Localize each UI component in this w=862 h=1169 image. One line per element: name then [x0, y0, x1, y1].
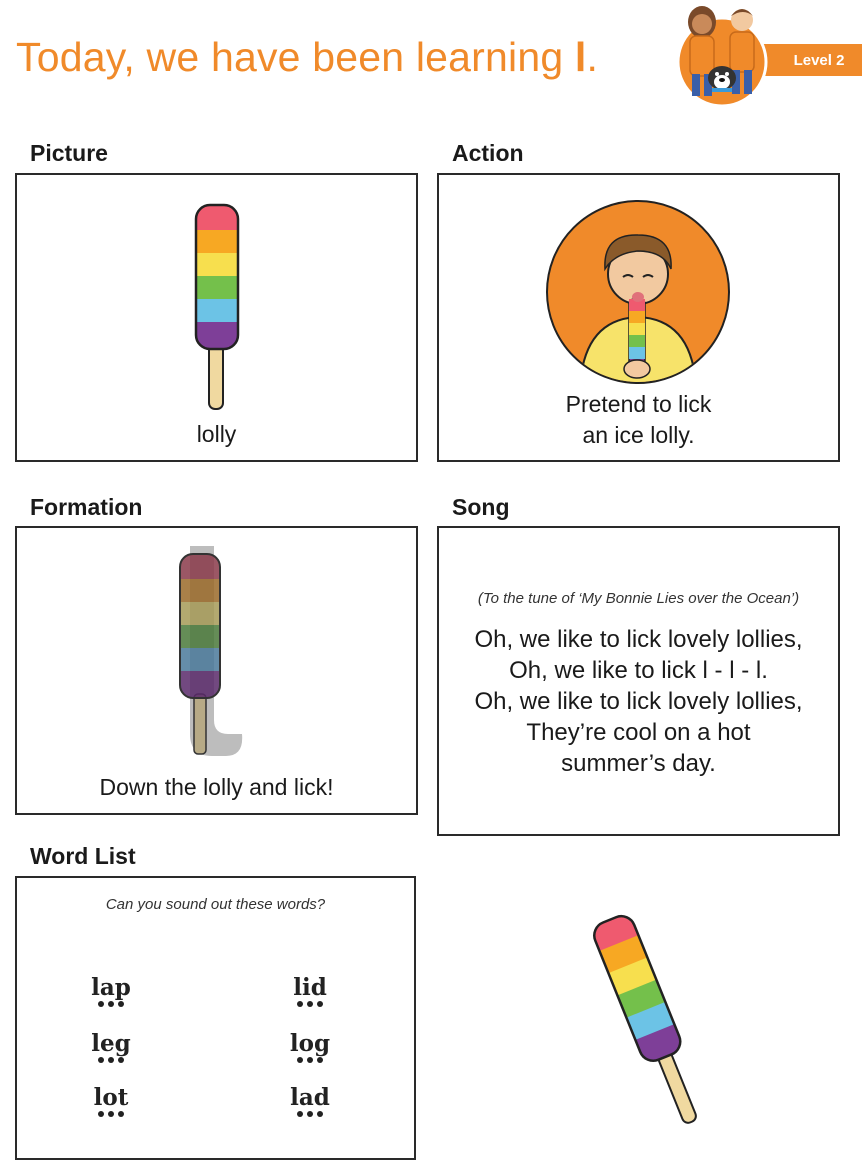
level-badge	[762, 44, 862, 76]
formation-label: Formation	[30, 494, 143, 520]
sound-dots	[81, 1110, 141, 1119]
word-text: lap	[91, 974, 131, 1001]
title-letter: l	[574, 34, 587, 80]
word-text: lot	[93, 1084, 129, 1111]
song-box	[437, 526, 840, 836]
word-item	[280, 1086, 340, 1119]
word-item	[81, 976, 141, 1009]
title-period: .	[586, 34, 599, 80]
word-item	[280, 1032, 340, 1065]
word-text: lad	[290, 1084, 330, 1111]
word-list-prompt: Can you sound out these words?	[105, 896, 326, 913]
picture-box	[15, 173, 418, 462]
song-tune-note: (To the tune of ‘My Bonnie Lies over the Ocean’)	[477, 590, 800, 607]
word-text: leg	[91, 1030, 131, 1057]
song-line: Oh, we like to lick l - l - l.	[509, 657, 768, 684]
word-list-box	[15, 876, 416, 1160]
ice-lolly-icon	[192, 203, 242, 411]
sound-dots	[280, 1110, 340, 1119]
action-caption-line1: Pretend to lick	[565, 391, 712, 417]
page-title	[16, 34, 598, 81]
formation-box	[15, 526, 418, 815]
word-item	[280, 976, 340, 1009]
picture-caption: lolly	[196, 421, 237, 447]
song-label: Song	[452, 494, 510, 520]
word-item	[81, 1032, 141, 1065]
action-box	[437, 173, 840, 462]
sound-dots	[280, 1056, 340, 1065]
word-list-label: Word List	[30, 843, 136, 869]
word-text: log	[289, 1030, 331, 1057]
song-lyrics	[439, 624, 838, 779]
action-caption-line2: an ice lolly.	[582, 422, 695, 448]
sound-dots	[280, 1000, 340, 1009]
level-badge-label: Level 2	[793, 51, 845, 69]
formation-caption: Down the lolly and lick!	[99, 774, 334, 800]
song-line: Oh, we like to lick lovely lollies,	[474, 688, 803, 715]
decorative-lolly-icon	[560, 905, 740, 1135]
picture-label: Picture	[30, 140, 108, 166]
word-item	[81, 1086, 141, 1119]
song-line: summer’s day.	[561, 750, 716, 777]
sound-dots	[81, 1056, 141, 1065]
song-line: They’re cool on a hot	[526, 719, 751, 746]
letter-l-formation-icon	[172, 542, 252, 762]
song-line: Oh, we like to lick lovely lollies,	[474, 626, 803, 653]
children-and-dog-mascot-icon	[672, 0, 772, 110]
boy-licking-lolly-icon	[545, 199, 731, 385]
action-label: Action	[452, 140, 524, 166]
sound-dots	[81, 1000, 141, 1009]
title-text: Today, we have been learning	[16, 34, 575, 80]
word-text: lid	[293, 974, 327, 1001]
